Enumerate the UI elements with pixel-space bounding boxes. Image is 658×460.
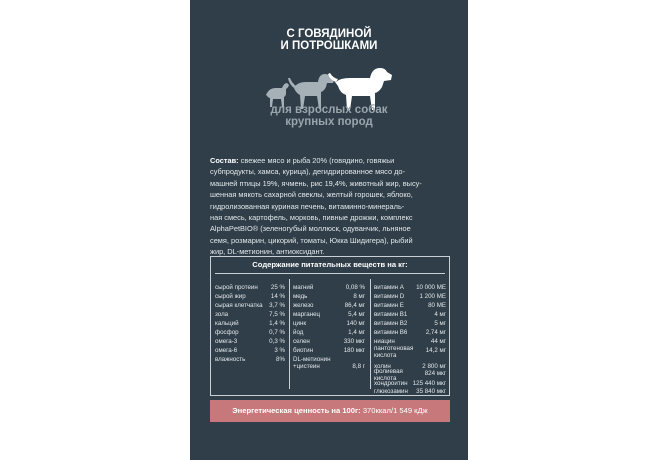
nutrient-value: 4 мг bbox=[434, 311, 446, 318]
nutrient-row bbox=[215, 337, 285, 346]
composition-text: свежее мясо и рыба 20% (говядино, говяжьи bbox=[240, 156, 395, 165]
subtitle-line-1: для взрослых собак bbox=[270, 104, 388, 116]
nutrition-title: Содержание питательных веществ на кг: bbox=[252, 260, 408, 269]
nutrient-name: витамин В2 bbox=[374, 320, 408, 327]
nutrient-value: 140 мг bbox=[346, 320, 365, 327]
nutrient-name: сырой протеин bbox=[215, 284, 258, 291]
nutrient-row bbox=[215, 346, 285, 355]
nutrient-value: 5,4 мг bbox=[348, 311, 365, 318]
composition-line: AlphaPetBIO® (зеленогубый моллюск, одуванчик, льняное bbox=[210, 224, 411, 234]
nutrient-value: 330 мкг bbox=[343, 338, 365, 345]
nutrient-row bbox=[293, 319, 365, 328]
nutrient-value: 1,4 % bbox=[269, 320, 285, 327]
subtitle-line-2: крупных пород bbox=[285, 116, 373, 128]
nutrient-value: 3,7 % bbox=[269, 302, 285, 309]
composition-line: машней птицы 19%, ячмень, рис 19,4%, животный жир, высу- bbox=[210, 178, 422, 188]
nutrient-name: DL-метионин bbox=[293, 356, 331, 363]
nutrient-name: витамин А bbox=[374, 284, 404, 291]
nutrient-name: витамин D bbox=[374, 293, 405, 300]
nutrient-value: 2,74 мг bbox=[425, 329, 446, 336]
nutrient-row bbox=[374, 301, 446, 310]
nutrient-name: омега-6 bbox=[215, 347, 238, 354]
composition-line: семя, розмарин, цикорий, томаты, Юкка Шидигера), рыбий bbox=[210, 235, 413, 245]
nutrient-name: влажность bbox=[215, 356, 246, 363]
column-divider bbox=[289, 279, 290, 389]
nutrient-row bbox=[293, 328, 365, 337]
nutrient-value: 80 МЕ bbox=[428, 302, 446, 309]
nutrition-table bbox=[210, 256, 450, 396]
column-divider bbox=[370, 279, 371, 389]
nutrient-value: 1 200 МЕ bbox=[419, 293, 446, 300]
nutrient-value: 44 мг bbox=[430, 338, 446, 345]
composition-label: Состав: bbox=[210, 156, 239, 165]
nutrient-value: 8% bbox=[276, 356, 285, 363]
nutrient-name: кальций bbox=[215, 320, 239, 327]
nutrient-name: хондроитин bbox=[374, 380, 408, 387]
nutrient-name: витамин В6 bbox=[374, 329, 408, 336]
nutrient-name: магний bbox=[293, 284, 314, 291]
nutrient-name: ниацин bbox=[374, 338, 395, 345]
nutrient-row bbox=[293, 337, 365, 346]
nutrient-name: сырой жир bbox=[215, 293, 246, 300]
nutrient-row bbox=[215, 292, 285, 301]
nutrient-value: 2 800 мг bbox=[422, 363, 446, 370]
nutrient-name: цинк bbox=[293, 320, 307, 327]
nutrient-value: 125 440 мкг bbox=[412, 380, 446, 387]
nutrient-name: биотин bbox=[293, 347, 314, 354]
nutrient-row bbox=[293, 283, 365, 292]
energy-label: Энергетическая ценность на 100г: bbox=[232, 406, 361, 415]
nutrition-divider bbox=[215, 273, 445, 274]
nutrient-value: 14,2 мг bbox=[425, 347, 446, 354]
nutrient-row bbox=[215, 328, 285, 337]
nutrient-row bbox=[293, 362, 365, 371]
nutrient-name: селен bbox=[293, 338, 310, 345]
nutrient-row bbox=[293, 346, 365, 355]
nutrient-name: омега-3 bbox=[215, 338, 238, 345]
nutrient-row bbox=[374, 346, 446, 360]
nutrient-name: зола bbox=[215, 311, 229, 318]
nutrient-row bbox=[293, 310, 365, 319]
nutrient-name: +цистеин bbox=[293, 363, 320, 370]
energy-value-band bbox=[210, 400, 450, 422]
nutrient-row bbox=[374, 387, 446, 396]
nutrient-value: 8,8 г bbox=[352, 363, 365, 370]
composition-line: шенная мякоть сахарной свеклы, желтый горошек, яблоко, bbox=[210, 190, 413, 200]
composition-line bbox=[210, 155, 450, 166]
nutrient-value: 0,3 % bbox=[269, 338, 285, 345]
nutrient-row bbox=[215, 301, 285, 310]
energy-value: 370ккал/1 549 кДж bbox=[362, 406, 428, 415]
product-panel bbox=[190, 0, 468, 460]
nutrient-value: 7,5 % bbox=[269, 311, 285, 318]
nutrient-value: 0,08 % bbox=[345, 284, 365, 291]
nutrient-name: медь bbox=[293, 293, 308, 300]
nutrient-value: 180 мкг bbox=[343, 347, 365, 354]
nutrient-value: 86,4 мг bbox=[344, 302, 365, 309]
nutrient-row bbox=[374, 283, 446, 292]
nutrient-value: 35 840 мкг bbox=[416, 388, 446, 395]
nutrient-name: железо bbox=[293, 302, 314, 309]
nutrient-value: 5 мг bbox=[434, 320, 446, 327]
nutrient-name: марганец bbox=[293, 311, 321, 318]
nutrient-value: 10 000 МЕ bbox=[416, 284, 446, 291]
dog-size-icons bbox=[256, 62, 396, 110]
nutrient-value: 14 % bbox=[270, 293, 285, 300]
nutrient-name: витамин Е bbox=[374, 302, 404, 309]
nutrient-value: 25 % bbox=[270, 284, 285, 291]
nutrient-value: 8 мг bbox=[353, 293, 365, 300]
nutrient-row bbox=[215, 310, 285, 319]
nutrient-name: глюкозамин bbox=[374, 388, 408, 395]
nutrient-value: 0,7 % bbox=[269, 329, 285, 336]
title-line-1: С ГОВЯДИНОЙ bbox=[286, 28, 372, 40]
nutrient-row bbox=[374, 328, 446, 337]
nutrient-value: 824 мкг bbox=[424, 370, 446, 377]
nutrient-row bbox=[215, 355, 285, 364]
nutrient-row bbox=[293, 301, 365, 310]
nutrient-row bbox=[215, 319, 285, 328]
nutrient-name: холин bbox=[374, 363, 391, 370]
nutrient-row bbox=[374, 319, 446, 328]
nutrient-row bbox=[374, 292, 446, 301]
composition-line: жир, DL-метионин, антиоксидант. bbox=[210, 247, 325, 257]
nutrient-name: фолиевая кислота bbox=[374, 368, 403, 382]
nutrient-name: фосфор bbox=[215, 329, 239, 336]
composition-line: ная смесь, картофель, морковь, пивные дрожжи, комплекс bbox=[210, 213, 413, 222]
nutrient-row bbox=[293, 292, 365, 301]
composition-line: гидролизованная куриная печень, витаминно-минераль- bbox=[210, 201, 405, 211]
nutrient-name: пантотеновая кислота bbox=[374, 345, 414, 359]
nutrient-name: витамин В1 bbox=[374, 311, 408, 318]
nutrient-value: 1,4 мг bbox=[348, 329, 365, 336]
composition-line: субпродукты, хамса, курица), дегидрированное мясо до- bbox=[210, 167, 406, 177]
nutrient-name: йод bbox=[293, 329, 304, 336]
title-line-2: И ПОТРОШКАМИ bbox=[280, 40, 378, 52]
nutrient-row bbox=[374, 310, 446, 319]
nutrient-row bbox=[215, 283, 285, 292]
nutrient-name: сырая клетчатка bbox=[215, 302, 263, 309]
nutrient-value: 3 % bbox=[274, 347, 285, 354]
